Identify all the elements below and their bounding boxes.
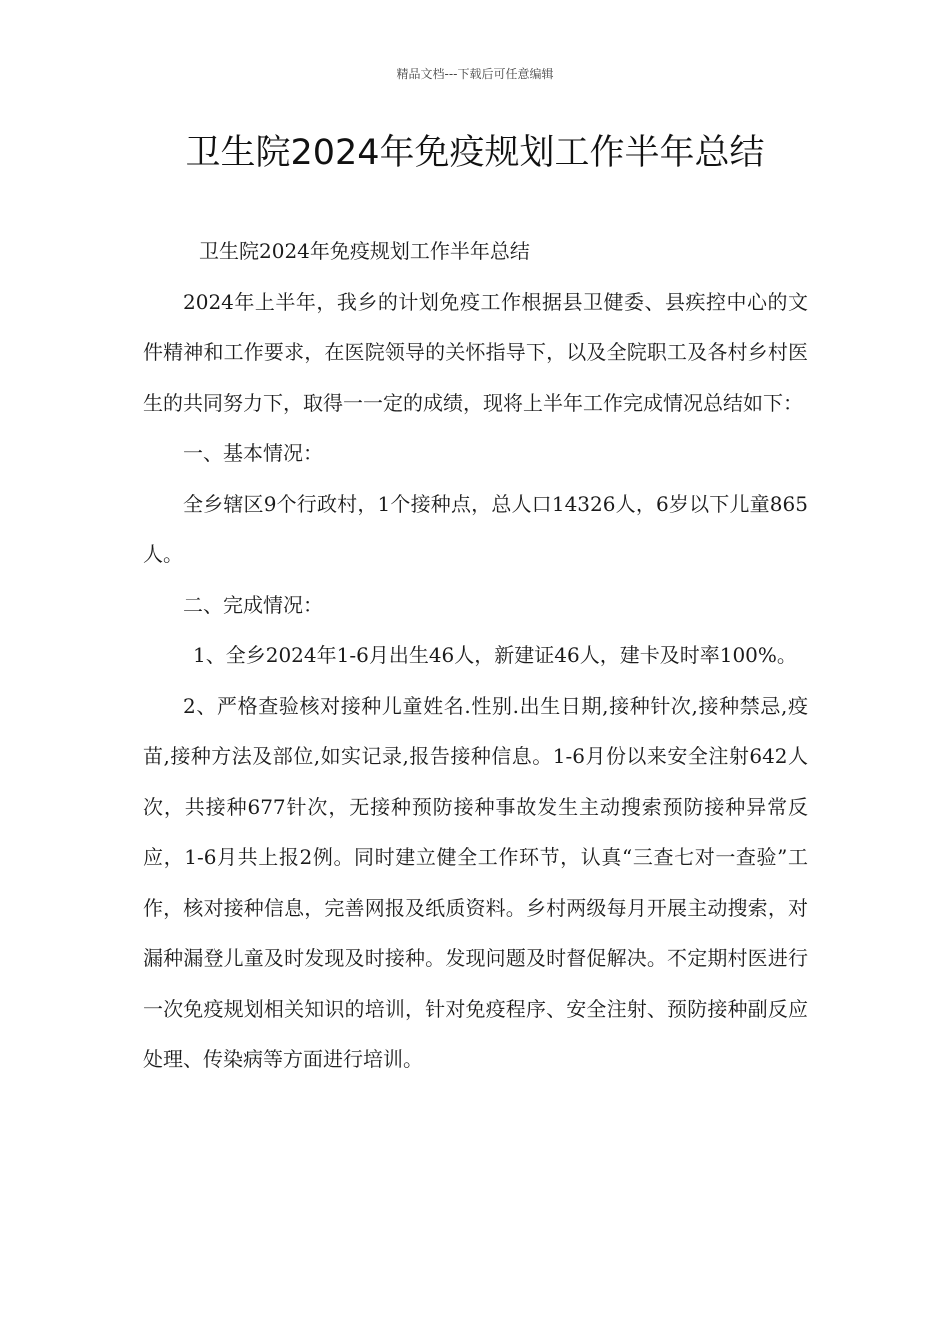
document-title: 卫生院2024年免疫规划工作半年总结: [185, 133, 765, 173]
intro-paragraph: 2024年上半年，我乡的计划免疫工作根据县卫健委、县疾控中心的文件精神和工作要求，在医院领导的关怀指导下，以及全院职工及各村乡村医生的共同努力下，取得一一定的成绩，现将上半年工作完成情况总结如下：: [143, 289, 808, 415]
completion-item-1: 1、全乡2024年1-6月出生46人，新建证46人，建卡及时率100%。: [193, 643, 797, 667]
document-subtitle: 卫生院2024年免疫规划工作半年总结: [199, 239, 530, 263]
basic-info-paragraph: 全乡辖区9个行政村，1个接种点，总人口14326人，6岁以下儿童865人。: [143, 491, 808, 566]
section-heading-basic: 一、基本情况：: [183, 441, 323, 465]
page-header-watermark: 精品文档---下载后可任意编辑: [396, 67, 554, 81]
section-heading-completion: 二、完成情况：: [183, 592, 323, 617]
document-body: [143, 226, 808, 1085]
completion-item-2: 2、严格查验核对接种儿童姓名.性别.出生日期,接种针次,接种禁忌,疫苗,接种方法及部位,如实记录,报告接种信息。1-6月份以来安全注射642人次，共接种677针次，无接种预防接种事故发生主动搜索预防接种异常反应，1-6月共上报2例。同时建立健全工作环节，认真“三查七对一查验”工作，核对接种信息，完善网报及纸质资料。乡村两级每月开展主动搜索，对漏种漏登儿童及时发现及时接种。发现问题及时督促解决。不定期村医进行一次免疫规划相关知识的培训，针对免疫程序、安全注射、预防接种副反应处理、传染病等方面进行培训。: [143, 693, 808, 1071]
